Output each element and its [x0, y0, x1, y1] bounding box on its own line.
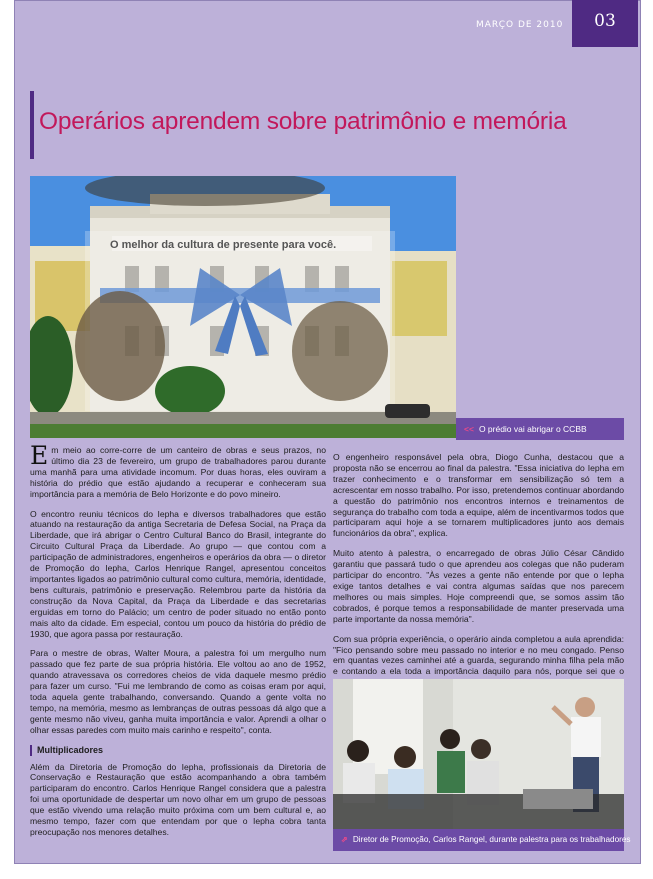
title-accent-bar — [30, 91, 34, 159]
photo-caption-building — [456, 418, 624, 440]
subheading-multiplicadores: Multiplicadores — [30, 745, 326, 756]
page-number: 03 — [594, 11, 616, 31]
page-number-box — [572, 0, 638, 47]
paragraph: Muito atento à palestra, o encarregado de obras Júlio César Cândido garantiu que passará tudo o que aprendeu aos colegas que não puderam participar do encontro. "Às vezes a gente não entende por que o Iepha exige tantos detalhes e vai contra algumas saídas que nos parecem melhores ou mais simples. Hoje compreendi que, se somos assim tão cobrados, é porque temos a responsabilidade de manter preservada uma parte importante da nossa memória". — [333, 548, 624, 624]
caption-chevron-icon: ⇗ — [341, 835, 348, 844]
paragraph: Com sua própria experiência, o operário ainda completou a aula aprendida: "Fico pensando sobre meu passado no interior e no meu congado. Penso em quantas vezes caminhei até a guarda, segurando minha filha pela mão e contando a ela toda a importância daquilo para nós, porque sei que o — [333, 633, 624, 677]
paragraph-text: m meio ao corre-corre de um canteiro de obras e seus prazos, no último dia 23 de fevereiro, um grupo de trabalhadores parou durante uma manhã para uma atividade incomum. Por duas horas, eles ouviram a história do prédio que estão ajudando a recuperar e conheceram sua importância para a memória de Belo Horizonte e do povo mineiro. — [30, 445, 326, 499]
building-photo-illustration — [30, 176, 456, 438]
paragraph: O encontro reuniu técnicos do Iepha e diversos trabalhadores que estão atuando na restauração da antiga Secretaria de Defesa Social, na Praça da Liberdade, que irá abrigar o Centro Cultural Banco do Brasil, integrante do Circuito Cultural Praça da Liberdade. Ao grupo — que contou com a participação de administradores, engenheiros e operários da obra — o diretor de Promoção do Iepha, Carlos Henrique Rangel, apresentou conceitos importantes ligados ao patrimônio cultural como cultura, memória, identidade, bens culturais, patrimônio e preservação. Relembrou parte da história da construção da Nova Capital, da Praça da Liberdade e das secretarias erguidas em torno do Palácio; um centro de poder situado no então ponto mais alto da cidade. Em especial, contou um pouco da história do prédio de 1930, que agora passa por restauração. — [30, 508, 326, 639]
article-title: Operários aprendem sobre patrimônio e memória — [39, 108, 567, 135]
building-photo — [30, 176, 456, 438]
paragraph: Além da Diretoria de Promoção do Iepha, profissionais da Diretoria de Conservação e Restauração que estão acompanhando a obra também participaram do encontro. Carlos Henrique Rangel considera que a palestra foi uma oportunidade de despertar um novo olhar em um grupo de pessoas que estão vivendo uma relação muito próxima com um bem cultural e, ao mesmo tempo, fazer com que entendam por que o Iepha cobra tanta preocupação nos menores detalhes. — [30, 761, 326, 837]
paragraph — [30, 441, 326, 500]
issue-date: MARÇO DE 2010 — [476, 20, 564, 30]
paragraph: Para o mestre de obras, Walter Moura, a palestra foi um mergulho num passado que fez parte de sua própria história. Ele voltou ao ano de 1952, quando atravessava os corredores cheios de vida daquele mesmo prédio para fazer um curso. "Fui me lembrando de como as coisas eram por aqui, toda aquela gente trabalhando, conversando. Quando a gente volta no tempo, na memória, mesmo as lembranças de outras pessoas dá algo que a gente mesmo não viveu, ganha muita importância e valor. Aprendi a olhar o olhar essas paredes com muito mais carinho e respeito", conta. — [30, 648, 326, 735]
caption-arrow-icon: << — [464, 424, 474, 434]
lecture-photo-illustration — [333, 679, 624, 829]
caption-lecture-text: Diretor de Promoção, Carlos Rangel, durante palestra para os trabalhadores — [352, 835, 631, 844]
paragraph: O engenheiro responsável pela obra, Diogo Cunha, destacou que a proposta não se encerrou ao final da palestra. "Essa iniciativa do Iepha em trazer conhecimento e o transformar em sensibilização só tem a acrescentar em nosso trabalho. Por isso, pretendemos continuar abordando a questão do patrimônio nos encontros internos e treinamentos de segurança do trabalho com toda a equipe, além de incentivarmos todos que participaram aqui hoje a se tornarem multiplicadores junto aos demais funcionários da obra", explica. — [333, 452, 624, 539]
caption-building-text: O prédio vai abrigar o CCBB — [478, 424, 587, 434]
drop-cap: E — [30, 441, 49, 470]
banner-text: O melhor da cultura de presente para você. — [110, 239, 337, 251]
left-column — [30, 441, 326, 847]
photo-caption-lecture — [333, 829, 631, 851]
lecture-photo — [333, 679, 624, 829]
